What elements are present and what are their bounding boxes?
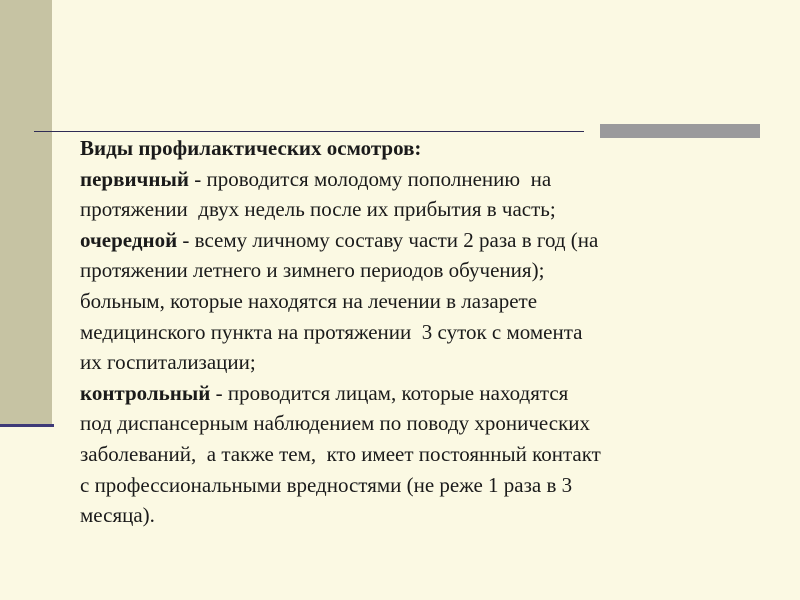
body-line-1: [80, 164, 780, 195]
slide-heading-text: Виды профилактических осмотров:: [80, 136, 422, 160]
left-decorative-band: [0, 0, 52, 426]
body-line-2: протяжении двух недель после их прибытия в часть;: [80, 197, 556, 222]
body-line-10: заболеваний, а также тем, кто имеет постоянный контакт: [80, 441, 601, 466]
body-line-3-text: - всему личному составу части 2 раза в год (на: [177, 227, 599, 252]
body-line-3: [80, 225, 780, 256]
term-primary: первичный: [80, 166, 189, 191]
body-line-1-text: - проводится молодому пополнению на: [188, 166, 552, 191]
body-line-8-text: - проводится лицам, которые находятся: [210, 380, 569, 405]
body-line-9: под диспансерным наблюдением по поводу хронических: [80, 411, 591, 436]
header-divider-line: [34, 131, 584, 132]
body-line-12: месяца).: [80, 503, 155, 528]
body-line-7: их госпитализации;: [80, 350, 256, 375]
body-line-11: с профессиональными вредностями (не реже 1 раза в 3: [80, 472, 573, 497]
slide-body: [80, 133, 780, 531]
body-line-6: медицинского пункта на протяжении 3 суток с момента: [80, 319, 583, 344]
term-control: контрольный: [80, 380, 211, 405]
left-band-underline: [0, 424, 54, 427]
term-regular: очередной: [80, 227, 178, 252]
slide-heading: [80, 133, 780, 164]
body-line-8: [80, 378, 780, 409]
body-line-5: больным, которые находятся на лечении в лазарете: [80, 288, 538, 313]
body-line-4: протяжении летнего и зимнего периодов обучения);: [80, 258, 545, 283]
